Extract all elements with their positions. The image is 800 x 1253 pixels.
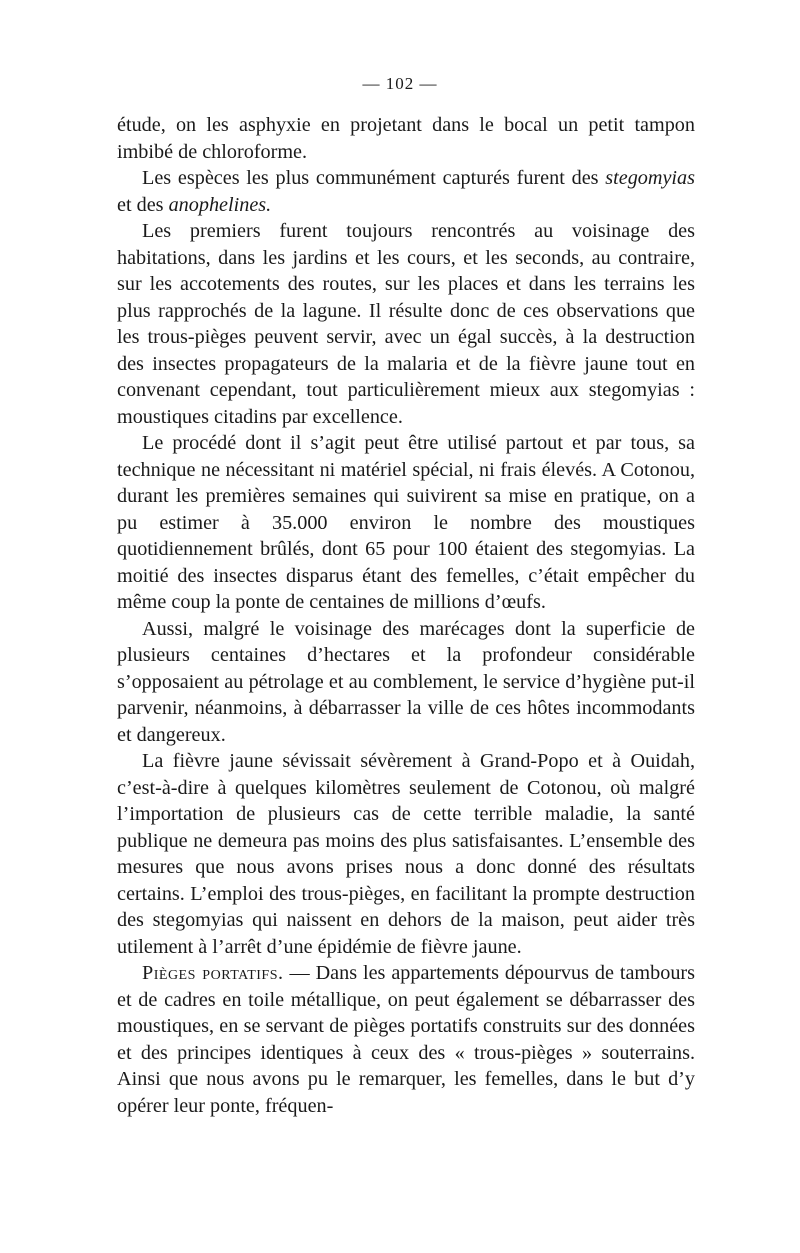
paragraph-5: Aussi, malgré le voisinage des marécages dont la superficie de plusieurs centaines d’hectares et la profondeur considérable s’opposaient au pétrolage et au comblement, le service d’hygiène put-il parvenir, néanmoins, à débarrasser la ville de ces hôtes incommodants et dangereux.	[117, 617, 695, 746]
p2-text-b: et des	[117, 193, 169, 216]
page-number: — 102 —	[362, 74, 438, 93]
paragraph-7	[117, 960, 695, 1119]
paragraph-4: Le procédé dont il s’agit peut être utilisé partout et par tous, sa technique ne nécessitant ni matériel spécial, ni frais élevés. A Cotonou, durant les premières semaines qui suivirent sa mise en pratique, on a pu estimer à 35.000 environ le nombre des moustiques quotidiennement brûlés, dont 65 pour 100 étaient des stegomyias. La moitié des insectes disparus étant des femelles, c’était empêcher du même coup la ponte de centaines de millions d’œufs.	[117, 432, 695, 613]
paragraph-3: Les premiers furent toujours rencontrés au voisinage des habitations, dans les jardins et les cours, et les seconds, au contraire, sur les accotements des routes, sur les places et dans les terrains les plus rapprochés de la lagune. Il résulte donc de ces observations que les trous-pièges peuvent servir, avec un égal succès, à la destruction des insectes propagateurs de la malaria et de la fièvre jaune tout en convenant cependant, tout particulièrement mieux aux stegomyias : moustiques citadins par excellence.	[117, 220, 695, 428]
paragraph-1: étude, on les asphyxie en projetant dans le bocal un petit tampon imbibé de chloroforme.	[117, 114, 695, 163]
p7-text: — Dans les appartements dépourvus de tambours et de cadres en toile métallique, on peut également se débarrasser des moustiques, en se servant de pièges portatifs construits sur des données et des principes identiques à ceux des « trous-pièges » souterrains. Ainsi que nous avons pu le remarquer, les femelles, dans le but d’y opérer leur ponte, fréquen-	[117, 962, 695, 1117]
p2-text-a: Les espèces les plus communément capturés furent des	[142, 167, 606, 189]
section-heading-pieges-portatifs: Pièges portatifs.	[142, 962, 284, 984]
body-text	[117, 112, 695, 1119]
paragraph-6: La fièvre jaune sévissait sévèrement à Grand-Popo et à Ouidah, c’est-à-dire à quelques kilomètres seulement de Cotonou, où malgré l’importation de plusieurs cas de cette terrible maladie, la santé publique ne demeura pas moins des plus satisfaisantes. L’ensemble des mesures que nous avons prises nous a donc donné des résultats certains. L’emploi des trous-pièges, en facilitant la prompte destruction des stegomyias qui naissent en dehors de la maison, peut aider très utilement à l’arrêt d’une épidémie de fièvre jaune.	[117, 750, 695, 958]
paragraph-2	[117, 165, 695, 218]
p2-term-stegomyias: stegomyias	[605, 167, 695, 189]
p2-term-anophelines: anophelines.	[168, 193, 272, 216]
